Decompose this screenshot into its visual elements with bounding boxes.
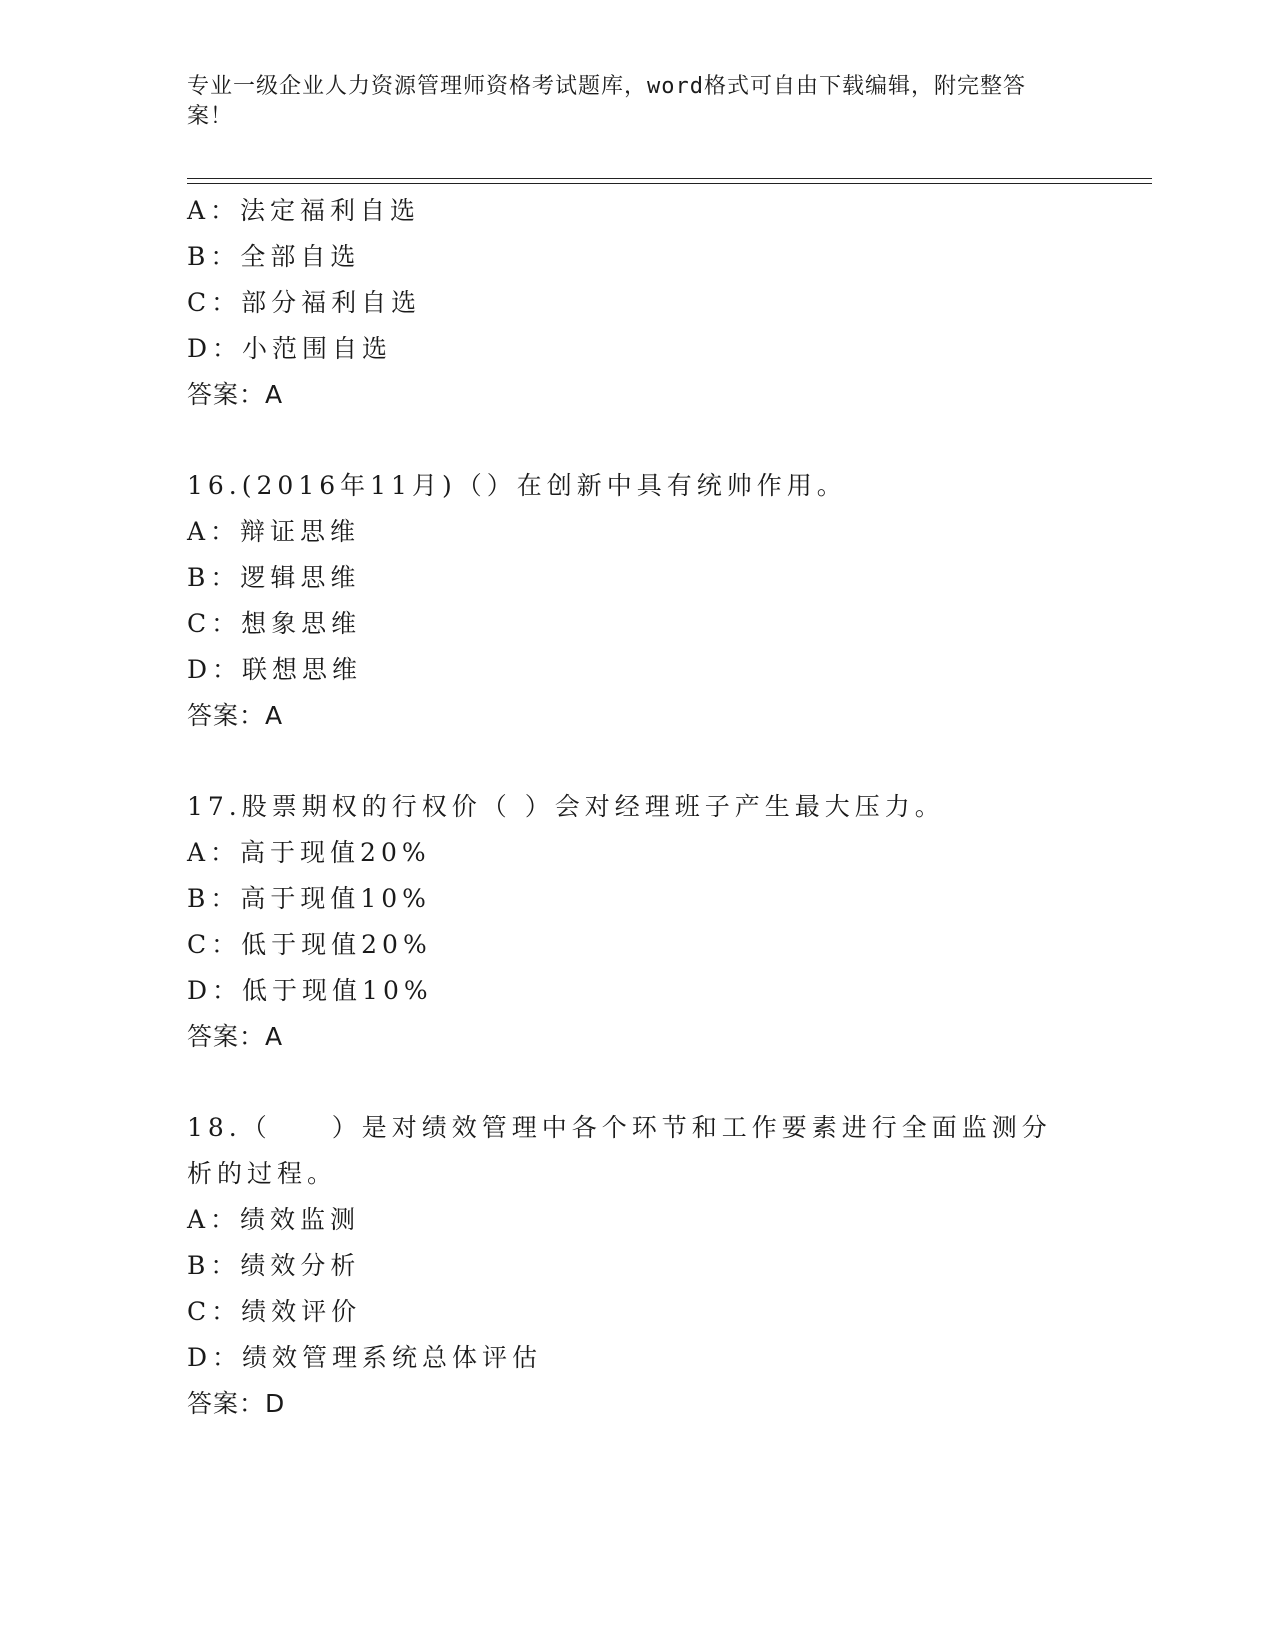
option-c: C：部分福利自选 (187, 288, 422, 317)
option-a: A：绩效监测 (187, 1205, 361, 1234)
answer-label: 答案：A (187, 380, 284, 409)
question-text: 17.股票期权的行权价（ ）会对经理班子产生最大压力。 (187, 792, 945, 821)
option-c: C：想象思维 (187, 609, 362, 638)
question-text: 18.（ ）是对绩效管理中各个环节和工作要素进行全面监测分析的过程。 (187, 1113, 1052, 1188)
header-divider-top (187, 178, 1152, 179)
option-a: A：法定福利自选 (187, 196, 421, 225)
question-block-18 (187, 1105, 1087, 1427)
answer-label: 答案：D (187, 1389, 286, 1418)
header-divider-bottom (187, 183, 1152, 184)
question-list (187, 188, 1087, 1427)
answer-label: 答案：A (187, 1022, 284, 1051)
option-b: B：绩效分析 (187, 1251, 361, 1280)
option-b: B：全部自选 (187, 242, 361, 271)
question-block-15 (187, 188, 1087, 418)
question-text: 16.(2016年11月)（）在创新中具有统帅作用。 (187, 471, 847, 500)
option-c: C：低于现值20% (187, 930, 432, 959)
document-header: 专业一级企业人力资源管理师资格考试题库，word格式可自由下载编辑，附完整答案！ (187, 74, 1026, 129)
option-d: D：绩效管理系统总体评估 (187, 1343, 543, 1372)
option-b: B：逻辑思维 (187, 563, 361, 592)
answer-label: 答案：A (187, 701, 284, 730)
option-b: B：高于现值10% (187, 884, 431, 913)
option-d: D：低于现值10% (187, 976, 433, 1005)
question-block-17 (187, 784, 1087, 1060)
option-d: D：联想思维 (187, 655, 363, 684)
question-block-16 (187, 463, 1087, 739)
option-a: A：高于现值20% (187, 838, 431, 867)
option-d: D：小范围自选 (187, 334, 393, 363)
option-a: A：辩证思维 (187, 517, 361, 546)
option-c: C：绩效评价 (187, 1297, 362, 1326)
